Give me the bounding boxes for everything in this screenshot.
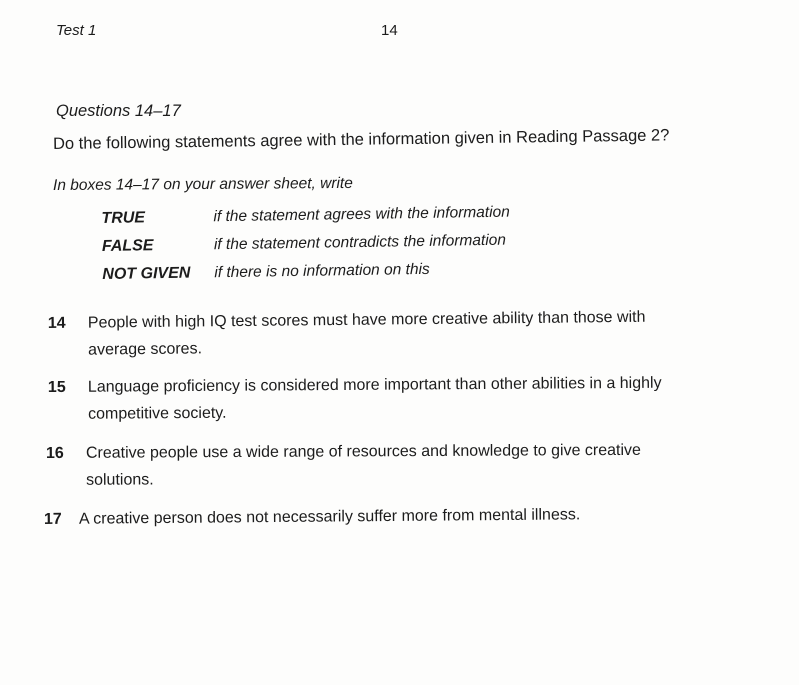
- answer-key-definition: if the statement agrees with the information: [213, 203, 510, 226]
- question-line: Creative people use a wide range of resources and knowledge to give creative: [85, 441, 641, 462]
- question-14: [48, 303, 725, 364]
- answer-key-term: FALSE: [101, 237, 154, 255]
- question-17: [44, 500, 715, 533]
- answer-key-list: [101, 204, 511, 294]
- question-line: A creative person does not necessarily suffer more from mental illness.: [78, 506, 581, 528]
- answer-key-term: TRUE: [101, 209, 146, 228]
- answer-key-definition: if there is no information on this: [214, 260, 430, 282]
- question-text: [88, 369, 724, 427]
- question-number: 14: [47, 314, 66, 333]
- section-heading: Questions 14–17: [56, 102, 181, 120]
- answer-key-term: NOT GIVEN: [102, 264, 191, 283]
- answer-key-row-not-given: [102, 260, 511, 294]
- question-16: [46, 436, 722, 494]
- question-line: solutions.: [86, 471, 154, 489]
- question-line: Language proficiency is considered more important than other abilities in a highly: [87, 374, 662, 396]
- question-text: [79, 500, 715, 533]
- question-text: [86, 436, 722, 493]
- question-line: average scores.: [88, 340, 203, 359]
- running-head: Test 1: [56, 22, 97, 39]
- question-line: competitive society.: [88, 404, 227, 423]
- answer-key-definition: if the statement contradicts the information: [213, 231, 507, 254]
- question-number: 16: [45, 444, 64, 463]
- question-line: People with high IQ test scores must have more creative ability than those with: [87, 308, 646, 332]
- page-number: 14: [381, 22, 398, 39]
- question-15: [48, 369, 724, 428]
- question-text: [88, 303, 725, 364]
- question-number: 17: [43, 510, 62, 528]
- answer-instruction: In boxes 14–17 on your answer sheet, write: [52, 174, 353, 194]
- question-number: 15: [47, 378, 66, 397]
- section-instruction: Do the following statements agree with the information given in Reading Passage 2?: [52, 126, 670, 153]
